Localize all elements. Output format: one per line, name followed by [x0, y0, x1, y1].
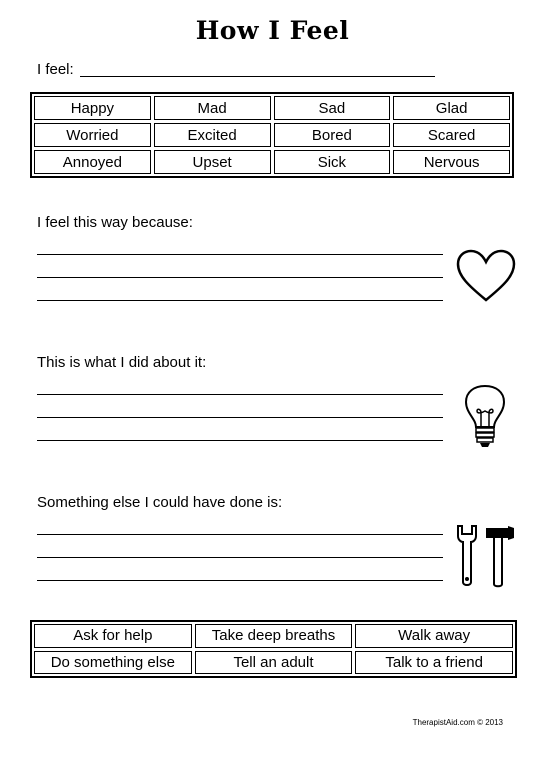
lightbulb-icon: [462, 383, 508, 451]
answer-line[interactable]: [37, 417, 443, 418]
answer-line[interactable]: [37, 534, 443, 535]
coping-grid: [30, 620, 517, 678]
feel-label: I feel:: [37, 61, 74, 78]
answer-line[interactable]: [37, 557, 443, 558]
footer-credit: TherapistAid.com © 2013: [412, 718, 503, 727]
feel-answer-line[interactable]: [80, 76, 435, 77]
coping-cell[interactable]: Walk away: [355, 624, 513, 648]
coping-cell[interactable]: Do something else: [34, 651, 192, 675]
feeling-cell[interactable]: Scared: [393, 123, 510, 147]
section-prompt-did: This is what I did about it:: [37, 354, 207, 371]
feeling-cell[interactable]: Worried: [34, 123, 151, 147]
coping-cell[interactable]: Ask for help: [34, 624, 192, 648]
feeling-cell[interactable]: Nervous: [393, 150, 510, 174]
feeling-cell[interactable]: Mad: [154, 96, 271, 120]
coping-cell[interactable]: Talk to a friend: [355, 651, 513, 675]
tools-icon: [452, 522, 522, 590]
feeling-cell[interactable]: Excited: [154, 123, 271, 147]
feeling-cell[interactable]: Glad: [393, 96, 510, 120]
section-prompt-else: Something else I could have done is:: [37, 494, 283, 511]
feeling-cell[interactable]: Happy: [34, 96, 151, 120]
feeling-cell[interactable]: Annoyed: [34, 150, 151, 174]
answer-line[interactable]: [37, 580, 443, 581]
answer-line[interactable]: [37, 440, 443, 441]
feelings-grid: [30, 92, 514, 178]
answer-line[interactable]: [37, 300, 443, 301]
feeling-cell[interactable]: Bored: [274, 123, 391, 147]
answer-line[interactable]: [37, 277, 443, 278]
answer-line[interactable]: [37, 254, 443, 255]
coping-cell[interactable]: Take deep breaths: [195, 624, 353, 648]
feeling-cell[interactable]: Sick: [274, 150, 391, 174]
answer-line[interactable]: [37, 394, 443, 395]
heart-icon: [455, 248, 517, 304]
feeling-cell[interactable]: Upset: [154, 150, 271, 174]
page-title: How I Feel: [195, 16, 350, 45]
section-prompt-because: I feel this way because:: [37, 214, 193, 231]
feeling-cell[interactable]: Sad: [274, 96, 391, 120]
coping-cell[interactable]: Tell an adult: [195, 651, 353, 675]
